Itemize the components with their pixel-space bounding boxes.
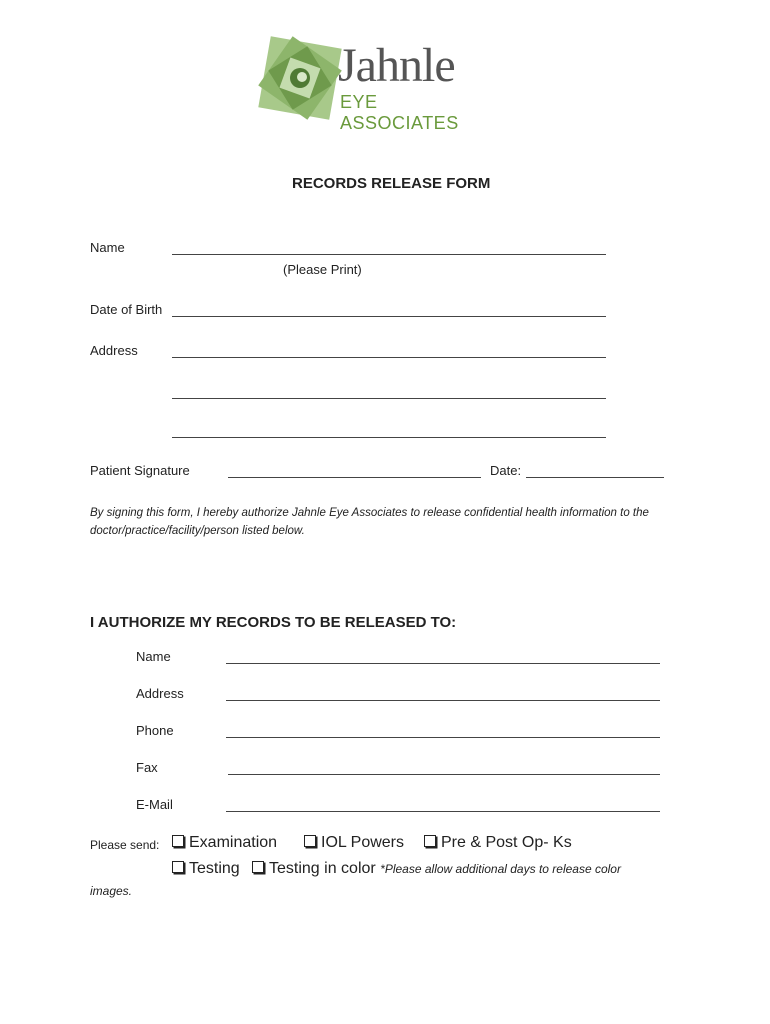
patient-name-field[interactable] xyxy=(172,254,606,255)
form-title: RECORDS RELEASE FORM xyxy=(292,175,491,192)
dob-label: Date of Birth xyxy=(90,302,163,317)
checkbox-icon[interactable] xyxy=(172,861,184,873)
option-testing-in-color[interactable]: Testing in color *Please allow additional days to release color xyxy=(252,860,621,878)
checkbox-icon[interactable] xyxy=(252,861,264,873)
please-send-label: Please send: xyxy=(90,838,160,852)
address-field-line-2[interactable] xyxy=(172,398,606,399)
address-field-line-1[interactable] xyxy=(172,357,606,358)
color-release-note-continued: images. xyxy=(90,884,133,898)
option-testing[interactable]: Testing xyxy=(172,860,240,878)
recipient-fax-field[interactable] xyxy=(228,774,660,775)
recipient-fax-label: Fax xyxy=(136,760,158,775)
address-label: Address xyxy=(90,343,138,358)
signature-field[interactable] xyxy=(228,477,481,478)
checkbox-icon[interactable] xyxy=(172,835,184,847)
date-label: Date: xyxy=(490,463,522,478)
recipient-email-label: E-Mail xyxy=(136,797,173,812)
checkbox-icon[interactable] xyxy=(304,835,316,847)
dob-field[interactable] xyxy=(172,316,606,317)
recipient-address-field[interactable] xyxy=(226,700,660,701)
option-examination[interactable]: Examination xyxy=(172,834,277,852)
address-field-line-3[interactable] xyxy=(172,437,606,438)
recipient-email-field[interactable] xyxy=(226,811,660,812)
authorization-notice: By signing this form, I hereby authorize Jahnle Eye Associates to release confidential health information to the doctor/practice/facility/person listed below. xyxy=(90,507,649,537)
date-field[interactable] xyxy=(526,477,664,478)
rose-emblem-icon xyxy=(256,30,346,126)
patient-name-hint: (Please Print) xyxy=(283,262,362,277)
practice-logo xyxy=(256,30,496,133)
recipient-phone-field[interactable] xyxy=(226,737,660,738)
recipient-name-label: Name xyxy=(136,649,171,664)
checkbox-icon[interactable] xyxy=(424,835,436,847)
signature-label: Patient Signature xyxy=(90,463,190,478)
patient-name-label: Name xyxy=(90,240,125,255)
option-iol-powers[interactable]: IOL Powers xyxy=(304,834,404,852)
recipient-name-field[interactable] xyxy=(226,663,660,664)
option-pre-post-op-ks[interactable]: Pre & Post Op- Ks xyxy=(424,834,572,852)
color-release-note: *Please allow additional days to release color xyxy=(380,862,621,876)
logo-name: Jahnle xyxy=(338,39,455,92)
logo-subtitle: EYE ASSOCIATES xyxy=(340,92,459,133)
recipient-address-label: Address xyxy=(136,686,184,701)
recipient-heading: I AUTHORIZE MY RECORDS TO BE RELEASED TO: xyxy=(90,614,457,631)
recipient-phone-label: Phone xyxy=(136,723,174,738)
